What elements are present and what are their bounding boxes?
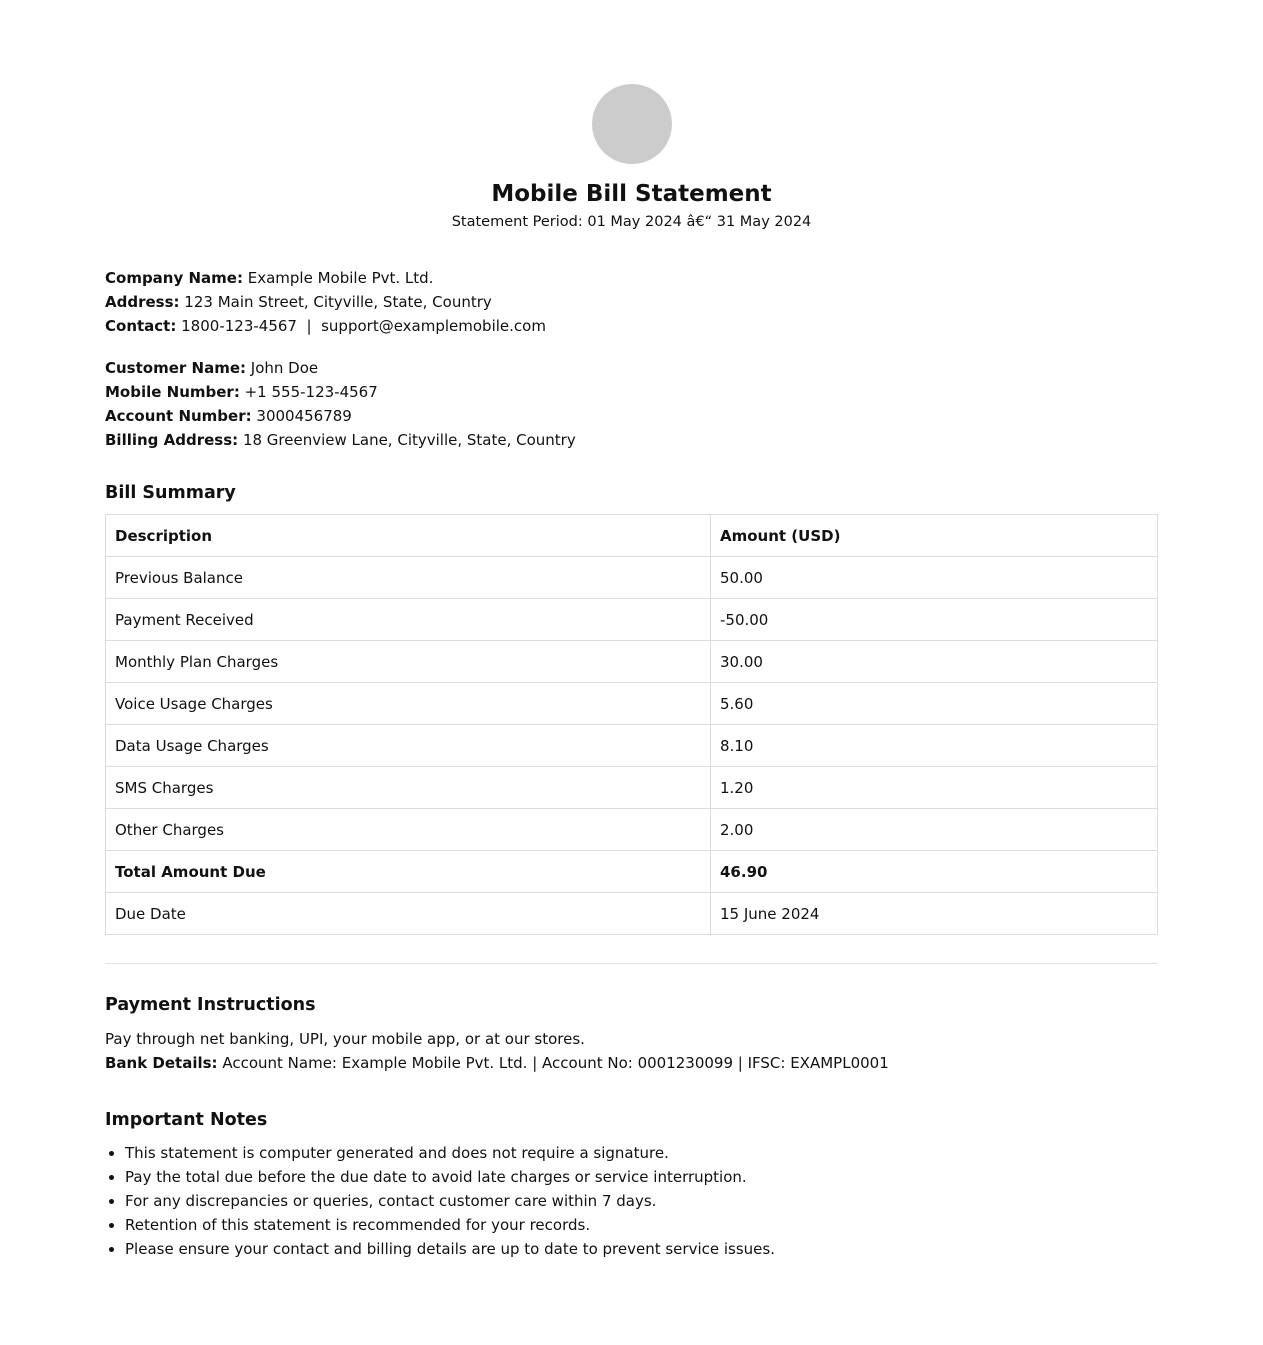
customer-name-line [105, 356, 576, 380]
company-contact-label: Contact: [105, 317, 177, 335]
row-description: Other Charges [106, 809, 711, 851]
row-amount: 2.00 [711, 809, 1158, 851]
due-date-row [106, 893, 1158, 935]
due-date-label: Due Date [106, 893, 711, 935]
account-number-label: Account Number: [105, 407, 252, 425]
bank-details-line [105, 1051, 889, 1075]
row-description: Previous Balance [106, 557, 711, 599]
row-amount: 1.20 [711, 767, 1158, 809]
list-item: • This statement is computer generated and does not require a signature. [125, 1141, 775, 1165]
list-item: • Please ensure your contact and billing details are up to date to prevent service issues. [125, 1237, 775, 1261]
table-row [106, 599, 1158, 641]
table-row [106, 641, 1158, 683]
statement-period-value: 01 May 2024 â€“ 31 May 2024 [587, 214, 812, 230]
section-divider [105, 963, 1158, 964]
company-address-line [105, 290, 546, 314]
table-row [106, 725, 1158, 767]
row-amount: 8.10 [711, 725, 1158, 767]
account-number-line [105, 404, 576, 428]
row-amount: 5.60 [711, 683, 1158, 725]
important-notes-title: Important Notes [105, 1110, 268, 1130]
company-email-link[interactable]: support@examplemobile.com [321, 317, 546, 335]
list-item: • Pay the total due before the due date to avoid late charges or service interruption. [125, 1165, 775, 1189]
due-date-value: 15 June 2024 [711, 893, 1158, 935]
table-row [106, 557, 1158, 599]
total-row [106, 851, 1158, 893]
bill-summary-table [105, 514, 1158, 935]
important-notes-list [105, 1141, 775, 1261]
account-number-value: 3000456789 [256, 407, 352, 425]
row-description: SMS Charges [106, 767, 711, 809]
bank-details-value: Account Name: Example Mobile Pvt. Ltd. | Account No: 0001230099 | IFSC: EXAMPL0001 [222, 1054, 889, 1072]
row-amount: 30.00 [711, 641, 1158, 683]
company-address-value: 123 Main Street, Cityville, State, Country [184, 293, 492, 311]
company-name-value: Example Mobile Pvt. Ltd. [247, 269, 434, 287]
company-name-label: Company Name: [105, 269, 243, 287]
payment-instructions-text: Pay through net banking, UPI, your mobile app, or at our stores. [105, 1030, 585, 1048]
page-title: Mobile Bill Statement [491, 181, 772, 207]
company-name-line [105, 266, 546, 290]
payment-instructions-title: Payment Instructions [105, 995, 316, 1015]
table-row [106, 809, 1158, 851]
table-row [106, 683, 1158, 725]
row-description: Payment Received [106, 599, 711, 641]
table-header-row [106, 515, 1158, 557]
total-amount: 46.90 [711, 851, 1158, 893]
total-label: Total Amount Due [106, 851, 711, 893]
mobile-number-line [105, 380, 576, 404]
company-phone: 1800-123-4567 [181, 317, 297, 335]
company-contact-line [105, 314, 546, 338]
billing-address-line [105, 428, 576, 452]
mobile-number-value: +1 555-123-4567 [244, 383, 378, 401]
customer-info [105, 356, 576, 452]
customer-name-label: Customer Name: [105, 359, 246, 377]
row-amount: 50.00 [711, 557, 1158, 599]
list-item: • For any discrepancies or queries, contact customer care within 7 days. [125, 1189, 775, 1213]
company-address-label: Address: [105, 293, 180, 311]
bill-summary-title: Bill Summary [105, 483, 236, 503]
billing-address-label: Billing Address: [105, 431, 239, 449]
row-description: Voice Usage Charges [106, 683, 711, 725]
row-description: Monthly Plan Charges [106, 641, 711, 683]
list-item: • Retention of this statement is recommended for your records. [125, 1213, 775, 1237]
statement-period [0, 210, 1263, 234]
row-description: Data Usage Charges [106, 725, 711, 767]
column-header-amount: Amount (USD) [711, 515, 1158, 557]
contact-separator: | [306, 317, 312, 335]
statement-period-label: Statement Period: [451, 214, 583, 230]
table-row [106, 767, 1158, 809]
billing-address-value: 18 Greenview Lane, Cityville, State, Country [242, 431, 576, 449]
company-logo-icon [592, 84, 672, 164]
company-info [105, 266, 546, 338]
row-amount: -50.00 [711, 599, 1158, 641]
column-header-description: Description [106, 515, 711, 557]
bank-details-label: Bank Details: [105, 1054, 218, 1072]
customer-name-value: John Doe [250, 359, 319, 377]
mobile-number-label: Mobile Number: [105, 383, 240, 401]
